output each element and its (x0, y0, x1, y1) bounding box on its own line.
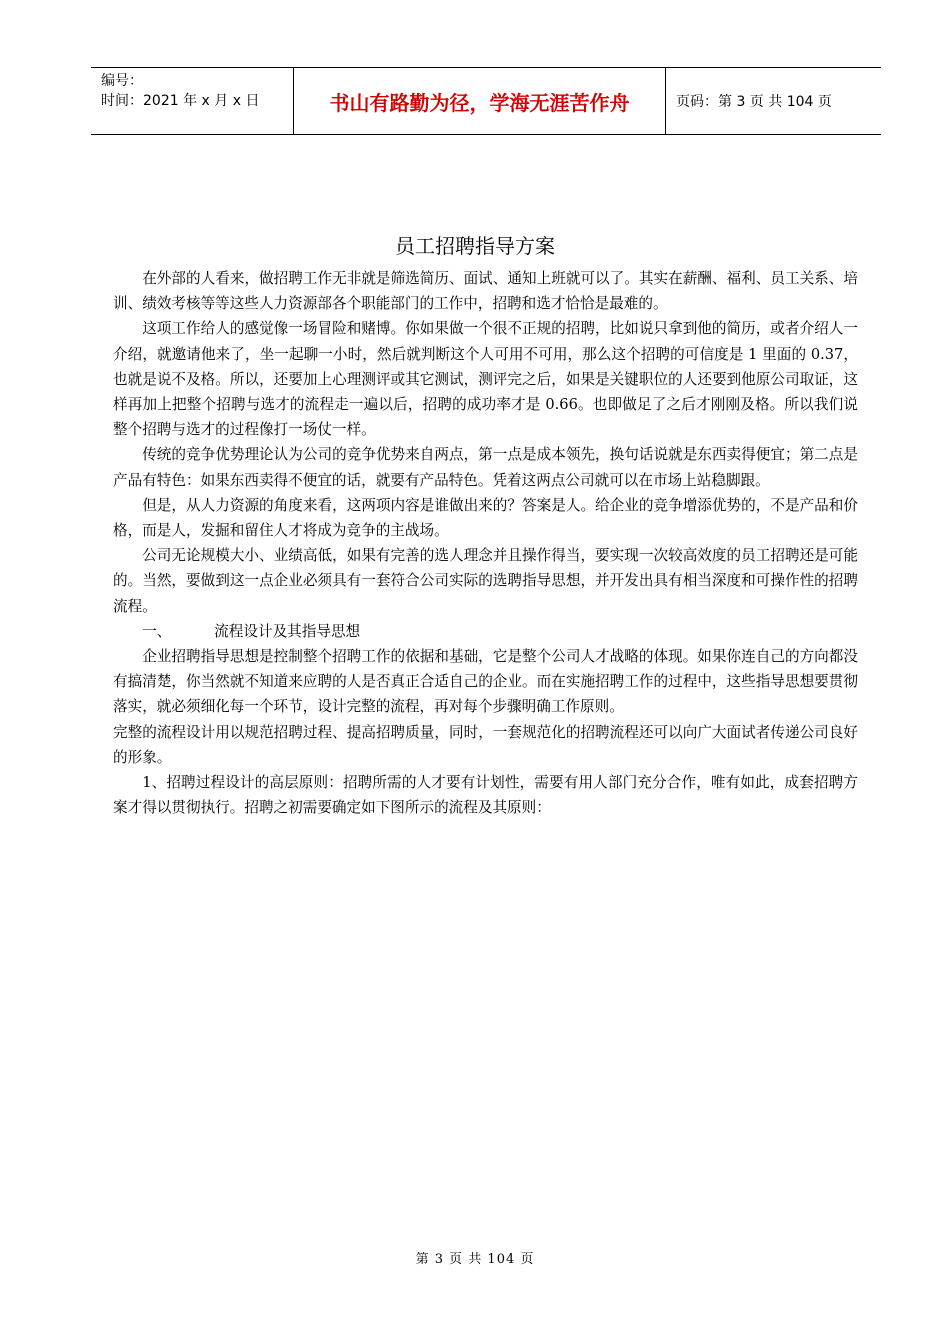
paragraph: 传统的竞争优势理论认为公司的竞争优势来自两点，第一点是成本领先，换句话说就是东西卖得便宜；第二点是产品有特色：如果东西卖得不便宜的话，就要有产品特色。凭着这两点公司就可以在市场上站稳脚跟。 (113, 446, 858, 489)
paragraph: 完整的流程设计用以规范招聘过程、提高招聘质量，同时，一套规范化的招聘流程还可以向广大面试者传递公司良好的形象。 (113, 723, 858, 766)
document-time-label: 时间：2021 年 x 月 x 日 (101, 93, 260, 109)
header-meta (91, 68, 293, 134)
document-body (113, 266, 858, 820)
header-motto: 书山有路勤为径，学海无涯苦作舟 (293, 68, 666, 134)
paragraph: 1、招聘过程设计的高层原则：招聘所需的人才要有计划性，需要有用人部门充分合作，唯有如此，成套招聘方案才得以贯彻执行。招聘之初需要确定如下图所示的流程及其原则： (113, 774, 858, 817)
paragraph: 这项工作给人的感觉像一场冒险和赌博。你如果做一个很不正规的招聘，比如说只拿到他的简历，或者介绍人一介绍，就邀请他来了，坐一起聊一小时，然后就判断这个人可用不可用，那么这个招聘的可信度是 1 里面的 0.37，也就是说不及格。所以，还要加上心理测评或其它测试，测评完之后，如果是关键职位的人还要到他原公司取证，这样再加上把整个招聘与选才的流程走一遍以后，招聘的成功率才是 0.66。也即做足了之后才刚刚及格。所以我们说整个招聘与选才的过程像打一场仗一样。 (113, 320, 858, 439)
section-heading (113, 619, 858, 644)
paragraph: 企业招聘指导思想是控制整个招聘工作的依据和基础，它是整个公司人才战略的体现。如果你连自己的方向都没有搞清楚，你当然就不知道来应聘的人是否真正合适自己的企业。而在实施招聘工作的过程中，这些指导思想要贯彻落实，就必须细化每一个环节，设计完整的流程，再对每个步骤明确工作原则。 (113, 648, 858, 716)
paragraph: 在外部的人看来，做招聘工作无非就是筛选简历、面试、通知上班就可以了。其实在薪酬、福利、员工关系、培训、绩效考核等等这些人力资源部各个职能部门的工作中，招聘和选才恰恰是最难的。 (113, 270, 858, 313)
page-footer: 第 3 页 共 104 页 (415, 1252, 535, 1267)
section-title: 流程设计及其指导思想 (214, 622, 361, 640)
document-number-label: 编号： (101, 73, 143, 89)
header-page-label: 页码：第 3 页 共 104 页 (676, 94, 832, 110)
paragraph: 但是，从人力资源的角度来看，这两项内容是谁做出来的？答案是人。给企业的竞争增添优势的，不是产品和价格，而是人，发掘和留住人才将成为竞争的主战场。 (113, 496, 858, 540)
document-title: 员工招聘指导方案 (395, 234, 555, 258)
section-number: 一、 (142, 622, 172, 640)
page-header (91, 67, 881, 135)
paragraph: 公司无论规模大小、业绩高低，如果有完善的选人理念并且操作得当，要实现一次较高效度的员工招聘还是可能的。当然，要做到这一点企业必须具有一套符合公司实际的选聘指导思想，并开发出具有相当深度和可操作性的招聘流程。 (113, 547, 858, 615)
